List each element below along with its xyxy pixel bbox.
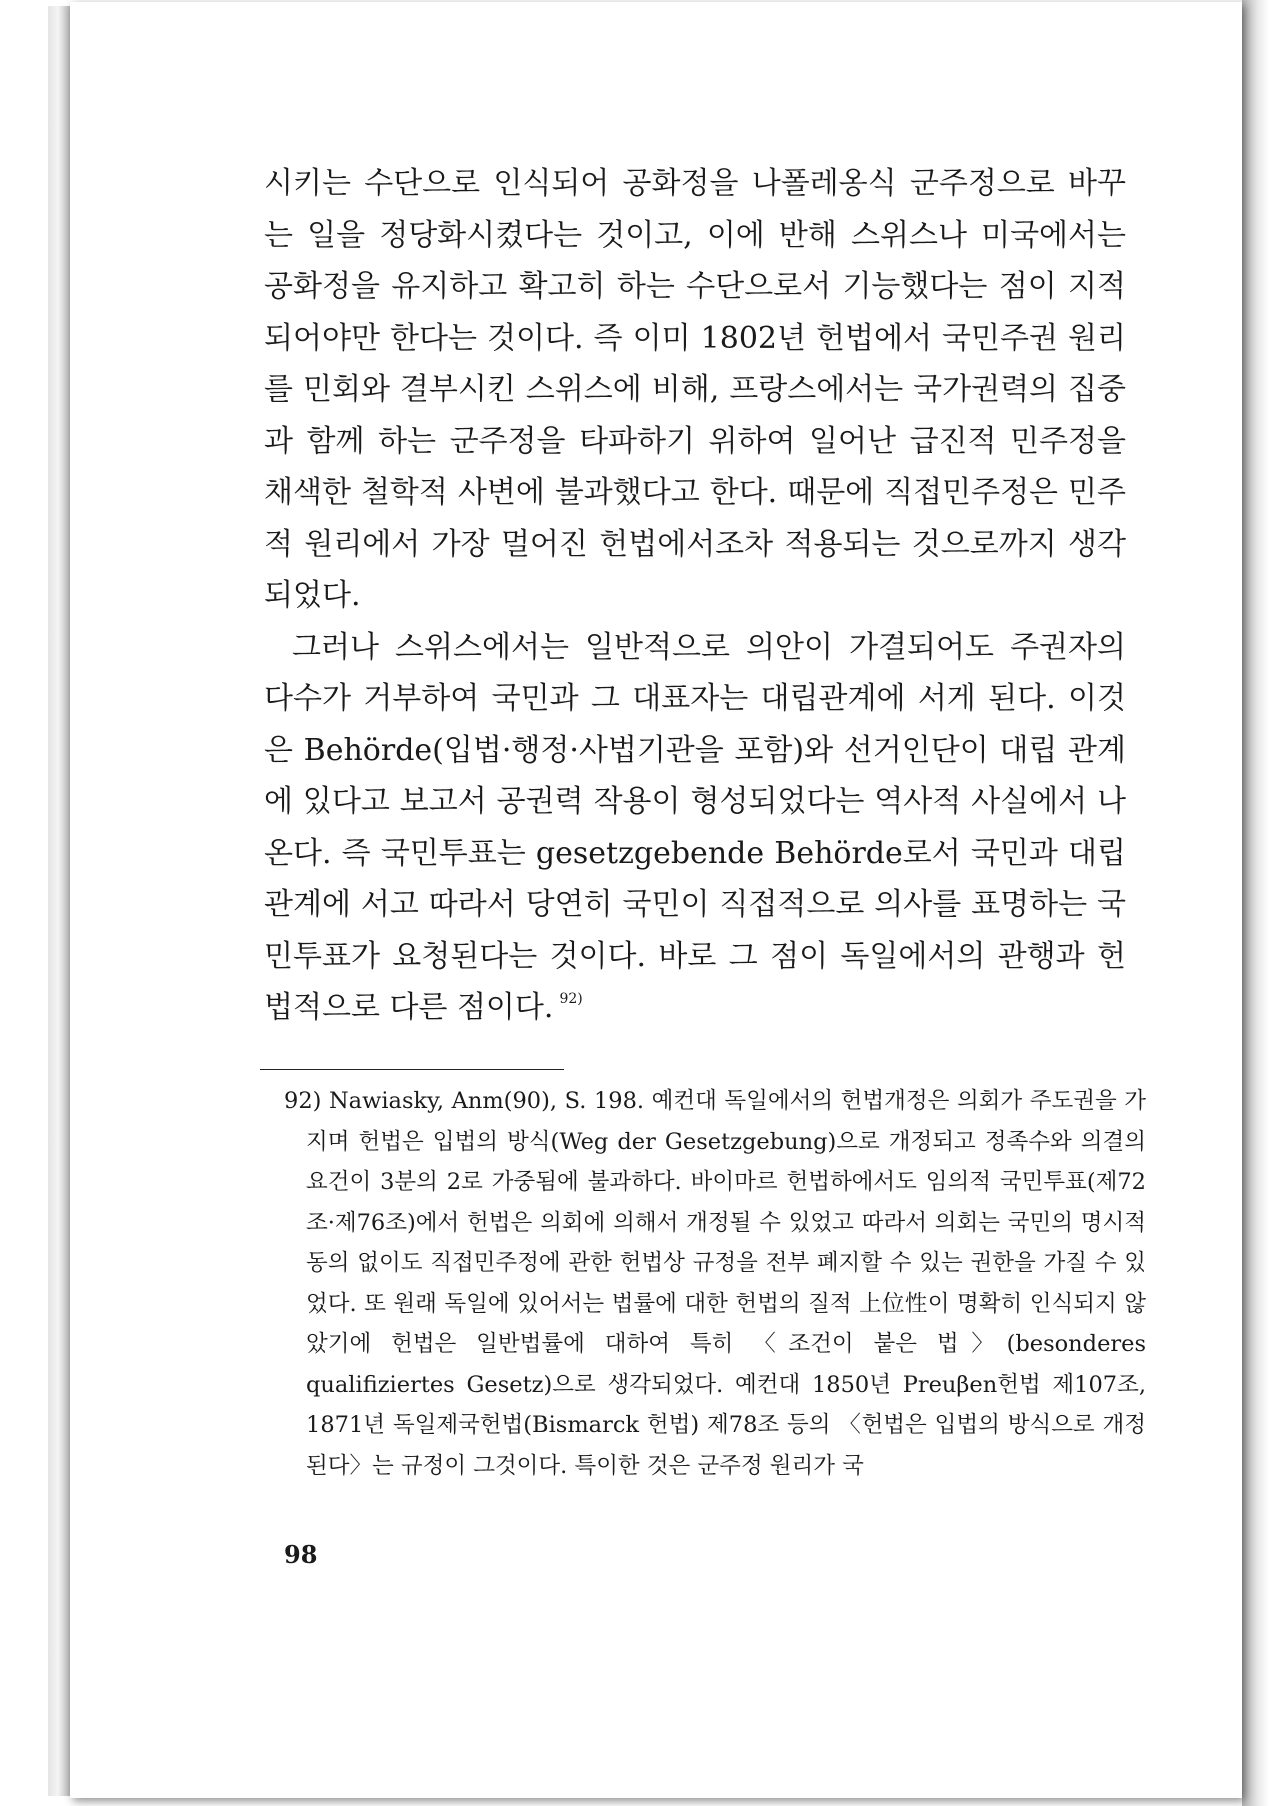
paragraph-2 [264,622,1126,1034]
paragraph-1: 시키는 수단으로 인식되어 공화정을 나폴레옹식 군주정으로 바꾸는 일을 정당화시켰다는 것이고, 이에 반해 스위스나 미국에서는 공화정을 유지하고 확고히 하는 수단으로서 기능했다는 점이 지적되어야만 한다는 것이다. 즉 이미 1802년 헌법에서 국민주권 원리를 민회와 결부시킨 스위스에 비해, 프랑스에서는 국가권력의 집중과 함께 하는 군주정을 타파하기 위하여 일어난 급진적 민주정을 채색한 철학적 사변에 불과했다고 한다. 때문에 직접민주정은 민주적 원리에서 가장 멀어진 헌법에서조차 적용되는 것으로까지 생각되었다. [264,166,1126,613]
body-text [264,158,1126,1034]
book-page-edge [48,6,70,1796]
footnote-reference: 92) [559,991,583,1007]
page-number: 98 [284,1540,318,1569]
footnote-92: 92) Nawiasky, Anm(90), S. 198. 예컨대 독일에서의 헌법개정은 의회가 주도권을 가지며 헌법은 입법의 방식(Weg der Gesetzgebung)으로 개정되고 정족수와 의결의 요건이 3분의 2로 가중됨에 불과하다. 바이마르 헌법하에서도 임의적 국민투표(제72조·제76조)에서 헌법은 의회에 의해서 개정될 수 있었고 따라서 의회는 국민의 명시적 동의 없이도 직접민주정에 관한 헌법상 규정을 전부 폐지할 수 있는 권한을 가질 수 있었다. 또 원래 독일에 있어서는 법률에 대한 헌법의 질적 上位性이 명확히 인식되지 않았기에 헌법은 일반법률에 대하여 특히 〈조건이 붙은 법〉(besonderes qualifiziertes Gesetz)으로 생각되었다. 예컨대 1850년 Preuβen헌법 제107조, 1871년 독일제국헌법(Bismarck 헌법) 제78조 등의 〈헌법은 입법의 방식으로 개정된다〉는 규정이 그것이다. 특이한 것은 군주정 원리가 국 [284,1088,1146,1479]
book-spine-shadow [1242,0,1269,1806]
paragraph-2-text: 그러나 스위스에서는 일반적으로 의안이 가결되어도 주권자의 다수가 거부하여 국민과 그 대표자는 대립관계에 서게 된다. 이것은 Behörde(입법·행정·사법기관을 포함)와 선거인단이 대립 관계에 있다고 보고서 공권력 작용이 형성되었다는 역사적 사실에서 나온다. 즉 국민투표는 gesetzgebende Behörde로서 국민과 대립관계에 서고 따라서 당연히 국민이 직접적으로 의사를 표명하는 국민투표가 요청된다는 것이다. 바로 그 점이 독일에서의 관행과 헌법적으로 다른 점이다. [264,629,1126,1025]
footnote-divider [260,1069,564,1070]
